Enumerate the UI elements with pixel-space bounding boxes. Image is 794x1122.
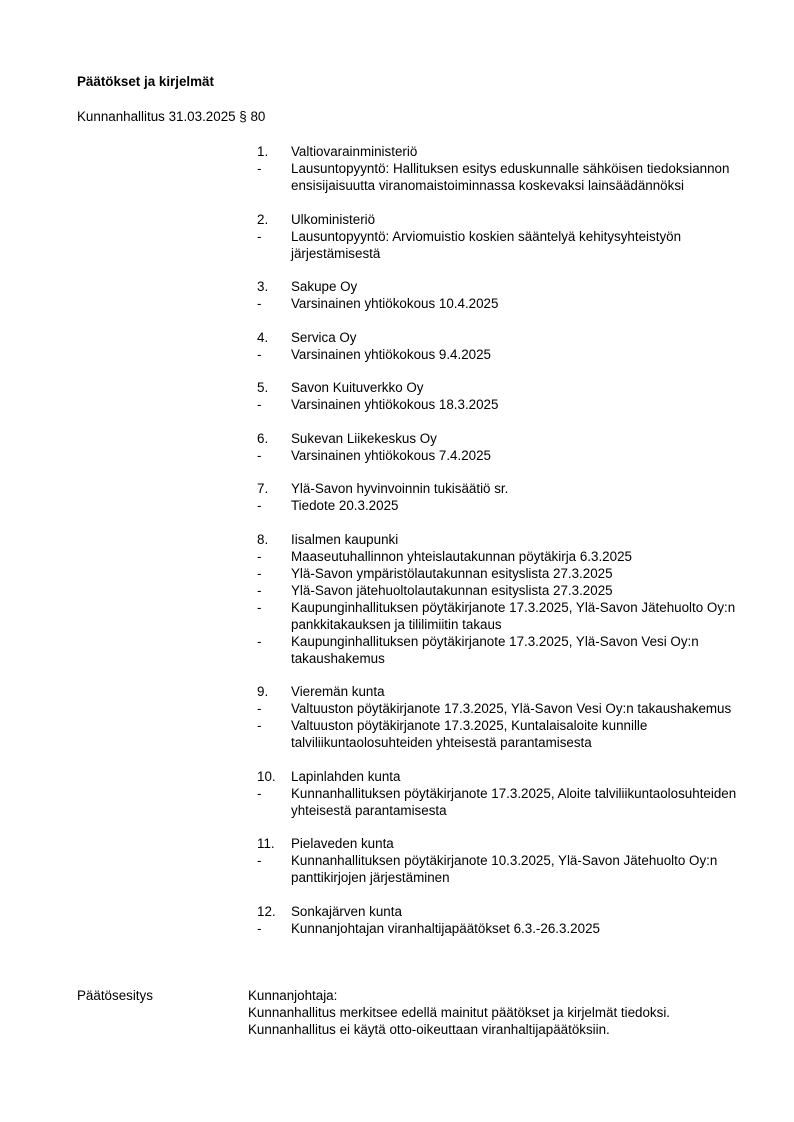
entry-dash: -	[257, 920, 262, 936]
item-header	[257, 683, 737, 700]
item-number: 8.	[257, 531, 269, 547]
entry-dash: -	[257, 701, 262, 716]
item-organization: Iisalmen kaupunki	[291, 531, 399, 547]
list-item	[257, 329, 737, 363]
item-entry	[257, 548, 737, 565]
item-organization: Valtiovarainministeriö	[291, 144, 418, 159]
item-number: 11.	[257, 836, 275, 851]
item-number: 12.	[257, 903, 276, 919]
entry-text: Kaupunginhallituksen pöytäkirjanote 17.3.2025, Ylä-Savon Vesi Oy:n takaushakemus	[291, 633, 699, 666]
entry-text: Valtuuston pöytäkirjanote 17.3.2025, Ylä-Savon Vesi Oy:n takaushakemus	[291, 701, 732, 716]
list-item	[257, 903, 737, 937]
item-header	[257, 211, 737, 228]
entry-text: Kunnanjohtajan viranhaltijapäätökset 6.3.-26.3.2025	[291, 920, 600, 936]
item-entry	[257, 852, 737, 886]
entry-dash: -	[257, 548, 262, 564]
item-organization: Ylä-Savon hyvinvoinnin tukisäätiö sr.	[291, 481, 509, 496]
list-item	[257, 683, 737, 751]
item-header	[257, 143, 737, 160]
item-entry	[257, 582, 737, 599]
proposal-body	[248, 987, 748, 1038]
item-organization: Savon Kuituverkko Oy	[291, 380, 424, 395]
entry-text: Kunnanhallituksen pöytäkirjanote 10.3.2025, Ylä-Savon Jätehuolto Oy:n panttikirjojen järjestäminen	[291, 853, 718, 885]
entry-text: Maaseutuhallinnon yhteislautakunnan pöytäkirja 6.3.2025	[291, 548, 632, 564]
item-entry	[257, 160, 737, 194]
item-organization: Lapinlahden kunta	[291, 768, 401, 784]
item-header	[257, 430, 737, 447]
proposal-line: Kunnanjohtaja:	[248, 988, 338, 1003]
item-header	[257, 835, 737, 852]
item-entry	[257, 447, 737, 464]
entry-text: Valtuuston pöytäkirjanote 17.3.2025, Kuntalaisaloite kunnille talviliikuntaolosuhteiden yhteisestä parantamisesta	[291, 718, 648, 750]
entry-dash: -	[257, 397, 262, 412]
entry-dash: -	[257, 228, 262, 244]
entry-text: Tiedote 20.3.2025	[291, 498, 399, 513]
entry-dash: -	[257, 599, 262, 615]
entry-dash: -	[257, 161, 262, 176]
entry-dash: -	[257, 785, 262, 801]
list-item	[257, 143, 737, 194]
list-item	[257, 531, 737, 667]
meeting-reference: Kunnanhallitus 31.03.2025 § 80	[77, 109, 266, 124]
entry-text: Ylä-Savon jätehuoltolautakunnan esityslista 27.3.2025	[291, 582, 613, 598]
proposal-line: Kunnanhallitus ei käytä otto-oikeuttaan viranhaltijapäätöksiin.	[248, 1022, 610, 1037]
item-entry	[257, 700, 737, 717]
item-header	[257, 379, 737, 396]
item-number: 3.	[257, 279, 269, 294]
item-header	[257, 903, 737, 920]
entry-dash: -	[257, 582, 262, 598]
item-entry	[257, 785, 737, 819]
item-entry	[257, 295, 737, 312]
item-number: 7.	[257, 481, 269, 496]
item-organization: Servica Oy	[291, 329, 357, 345]
entry-text: Varsinainen yhtiökokous 18.3.2025	[291, 397, 499, 412]
item-entry	[257, 717, 737, 751]
entry-dash: -	[257, 633, 262, 649]
entry-dash: -	[257, 447, 262, 463]
entry-text: Kunnanhallituksen pöytäkirjanote 17.3.2025, Aloite talviliikuntaolosuhteiden yhteisestä parantamisesta	[291, 785, 737, 818]
item-header	[257, 531, 737, 548]
list-item	[257, 211, 737, 262]
item-header	[257, 278, 737, 295]
entry-text: Lausuntopyyntö: Arviomuistio koskien sääntelyä kehitysyhteistyön järjestämisestä	[291, 228, 682, 261]
entry-dash: -	[257, 565, 262, 581]
entry-text: Ylä-Savon ympäristölautakunnan esityslista 27.3.2025	[291, 565, 613, 581]
entry-text: Lausuntopyyntö: Hallituksen esitys eduskunnalle sähköisen tiedoksiannon ensisijaisuutta viranomaistoiminnassa koskevaksi lainsäädännöksi	[291, 161, 730, 193]
entry-dash: -	[257, 498, 262, 513]
item-entry	[257, 599, 737, 633]
item-organization: Sukevan Liikekeskus Oy	[291, 430, 437, 446]
item-header	[257, 329, 737, 346]
entry-text: Varsinainen yhtiökokous 7.4.2025	[291, 447, 492, 463]
proposal-label: Päätösesitys	[77, 988, 153, 1003]
list-item	[257, 768, 737, 819]
entry-dash: -	[257, 296, 262, 311]
item-entry	[257, 497, 737, 514]
entry-dash: -	[257, 718, 262, 733]
proposal-line: Kunnanhallitus merkitsee edellä mainitut päätökset ja kirjelmät tiedoksi.	[248, 1005, 671, 1020]
item-header	[257, 480, 737, 497]
list-item	[257, 480, 737, 514]
item-entry	[257, 346, 737, 363]
item-number: 4.	[257, 329, 269, 345]
entry-dash: -	[257, 346, 262, 362]
item-entry	[257, 920, 737, 937]
item-organization: Ulkoministeriö	[291, 211, 376, 227]
list-item	[257, 430, 737, 464]
section-heading: Päätökset ja kirjelmät	[77, 74, 214, 89]
list-item	[257, 835, 737, 886]
item-header	[257, 768, 737, 785]
entry-text: Kaupunginhallituksen pöytäkirjanote 17.3.2025, Ylä-Savon Jätehuolto Oy:n pankkitakauksen ja tililimiitin takaus	[291, 599, 736, 632]
item-organization: Vieremän kunta	[291, 684, 385, 699]
item-number: 1.	[257, 144, 269, 159]
item-organization: Sakupe Oy	[291, 279, 358, 294]
correspondence-list	[257, 143, 737, 953]
item-number: 10.	[257, 768, 276, 784]
list-item	[257, 379, 737, 413]
item-number: 6.	[257, 430, 269, 446]
item-number: 2.	[257, 211, 269, 227]
list-item	[257, 278, 737, 312]
item-entry	[257, 565, 737, 582]
item-organization: Pielaveden kunta	[291, 836, 394, 851]
entry-dash: -	[257, 853, 262, 868]
item-number: 5.	[257, 380, 269, 395]
entry-text: Varsinainen yhtiökokous 9.4.2025	[291, 346, 492, 362]
item-entry	[257, 633, 737, 667]
item-entry	[257, 396, 737, 413]
item-organization: Sonkajärven kunta	[291, 903, 402, 919]
item-entry	[257, 228, 737, 262]
item-number: 9.	[257, 684, 269, 699]
entry-text: Varsinainen yhtiökokous 10.4.2025	[291, 296, 499, 311]
